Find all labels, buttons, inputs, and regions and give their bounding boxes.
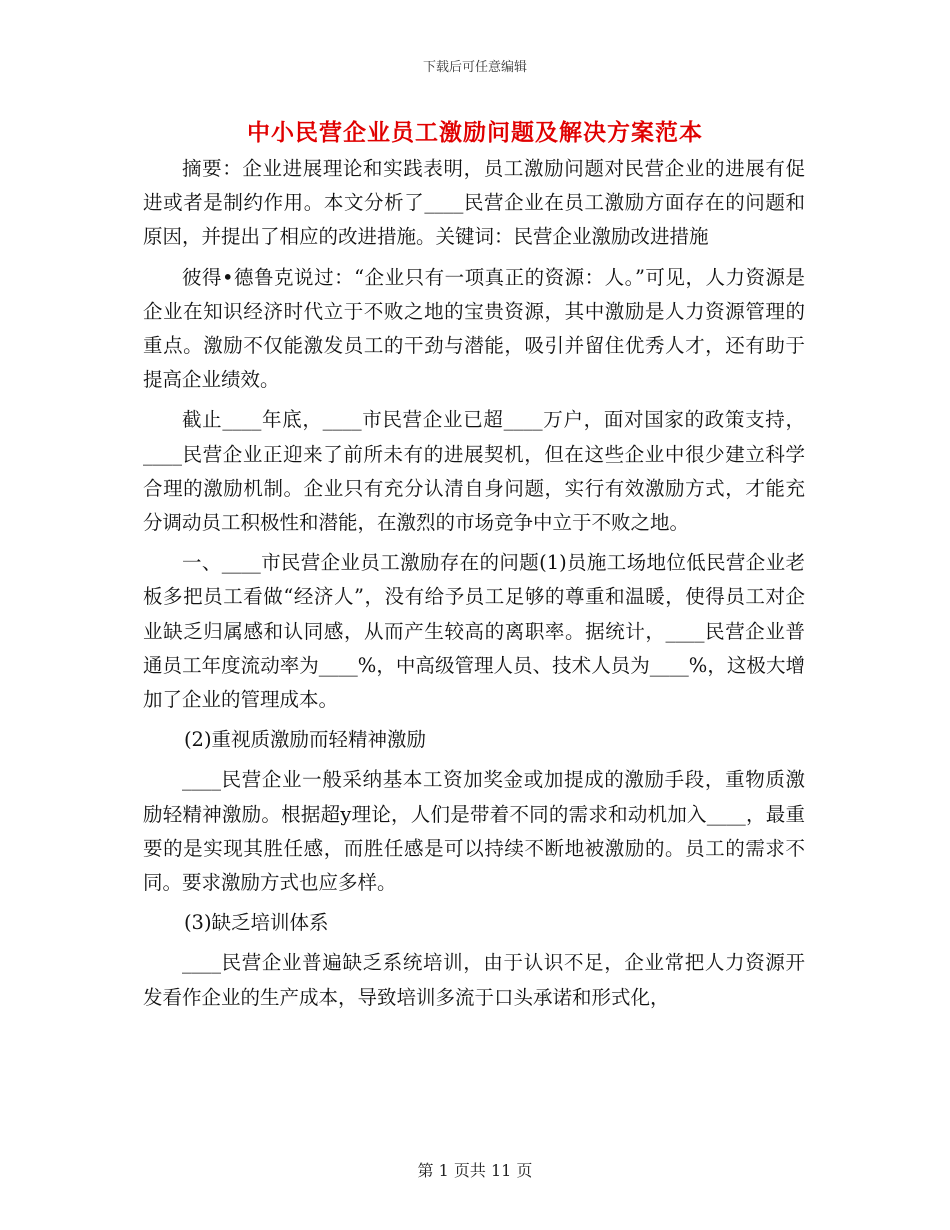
document-body: [143, 152, 805, 1015]
paragraph-training: ____民营企业普遍缺乏系统培训，由于认识不足，企业常把人力资源开发看作企业的生产成本，导致培训多流于口头承诺和形式化，: [143, 951, 805, 1009]
subheading-training: (3)缺乏培训体系: [183, 911, 329, 935]
paragraph-problems: 一、____市民营企业员工激励存在的问题(1)员施工场地位低民营企业老板多把员工看做“经济人”，没有给予员工足够的尊重和温暖，使得员工对企业缺乏归属感和认同感，从而产生较高的离职率。据统计，____民营企业普通员工年度流动率为____%，中高级管理人员、技术人员为____%，这极大增加了企业的管理成本。: [143, 551, 805, 712]
subheading-incentive: (2)重视质激励而轻精神激励: [183, 728, 427, 752]
document-title: 中小民营企业员工激励问题及解决方案范本: [247, 119, 703, 146]
paragraph-status: 截止____年底，____市民营企业已超____万户，面对国家的政策支持，____民营企业正迎来了前所未有的进展契机，但在这些企业中很少建立科学合理的激励机制。企业只有充分认清自身问题，实行有效激励方式，才能充分调动员工积极性和潜能，在激烈的市场竞争中立于不败之地。: [143, 408, 805, 535]
page-footer: 第 1 页共 11 页: [417, 1161, 533, 1180]
paragraph-abstract: 摘要：企业进展理论和实践表明，员工激励问题对民营企业的进展有促进或者是制约作用。本文分析了____民营企业在员工激励方面存在的问题和原因，并提出了相应的改进措施。关键词：民营企业激励改进措施: [143, 157, 805, 249]
page-header: 下载后可任意编辑: [422, 60, 527, 75]
paragraph-drucker: 彼得•德鲁克说过：“企业只有一项真正的资源：人。”可见，人力资源是企业在知识经济时代立于不败之地的宝贵资源，其中激励是人力资源管理的重点。激励不仅能激发员工的干劲与潜能，吸引并留住优秀人才，还有助于提高企业绩效。: [143, 265, 805, 392]
paragraph-incentive: ____民营企业一般采纳基本工资加奖金或加提成的激励手段，重物质激励轻精神激励。根据超y理论，人们是带着不同的需求和动机加入____，最重要的是实现其胜任感，而胜任感是可以持续不断地被激励的。员工的需求不同。要求激励方式也应多样。: [143, 768, 805, 895]
